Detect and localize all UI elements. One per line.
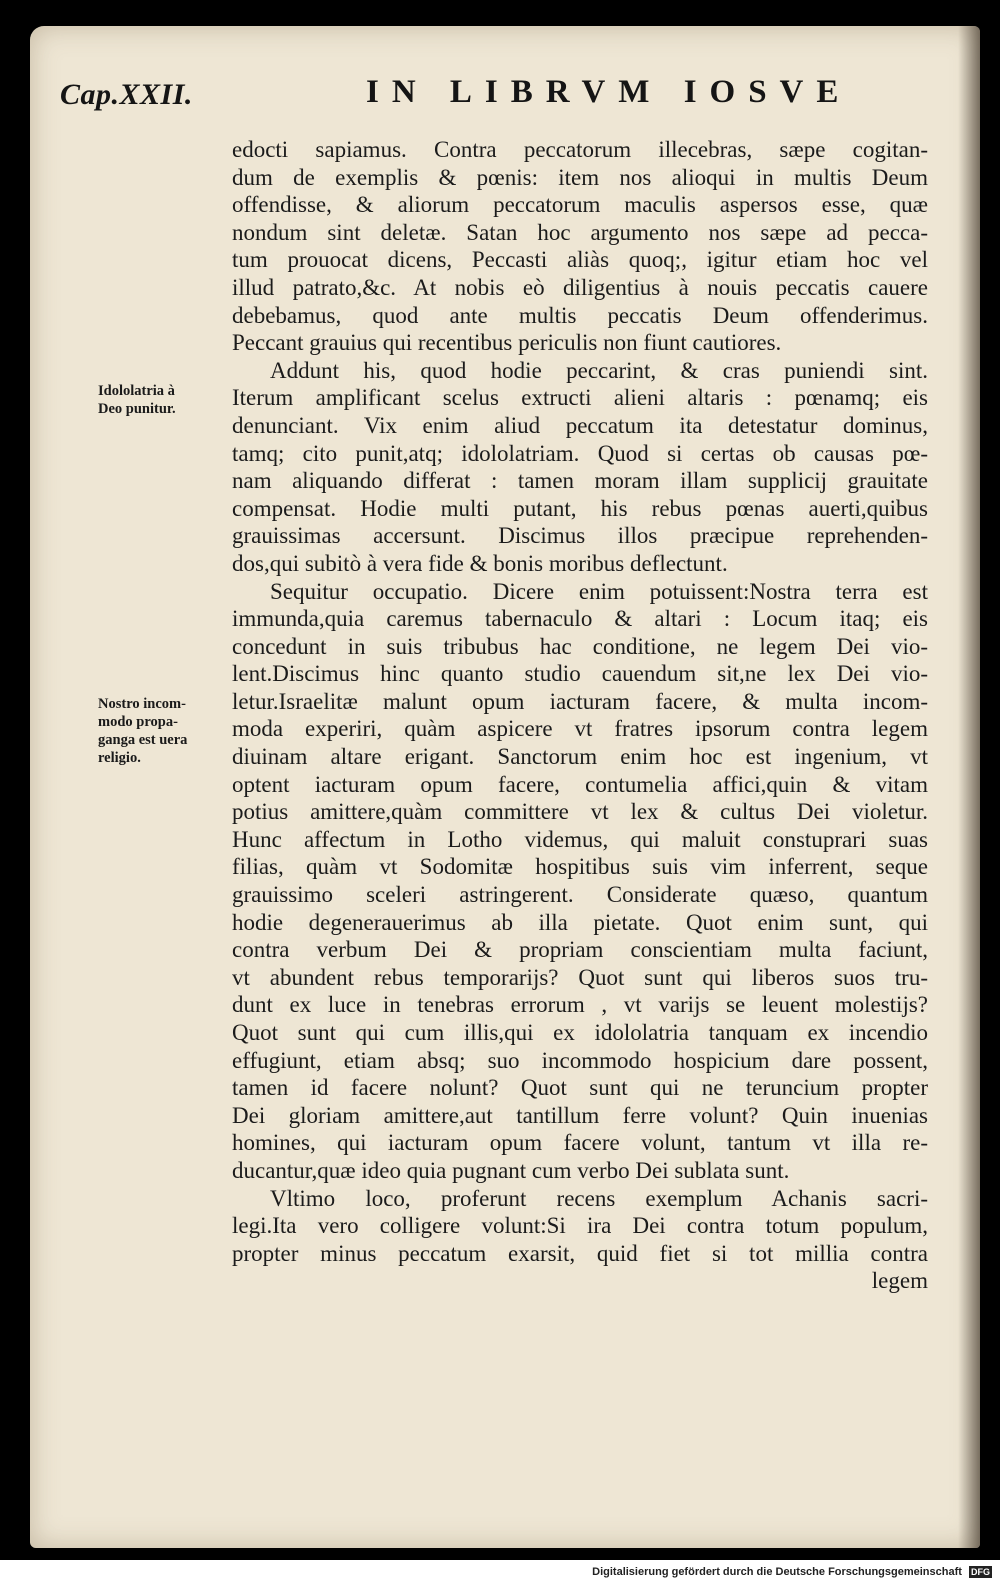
text-line: hodie degenerauerimus ab illa pietate. Quot enim sunt, qui bbox=[232, 909, 928, 935]
text-line: immunda,quia caremus tabernaculo & altari : Locum itaq; eis bbox=[232, 606, 928, 632]
text-line: Hunc affectum in Lotho videmus, qui maluit constuprari suas bbox=[232, 826, 928, 852]
text-line: dum de exemplis & pœnis: item nos alioqui in multis Deum bbox=[232, 164, 928, 190]
text-line: contra verbum Dei & propriam conscientiam multa faciunt, bbox=[232, 937, 928, 963]
marginal-note-line: religio. bbox=[98, 750, 141, 766]
marginal-note-line: Nostro incom- bbox=[98, 696, 186, 712]
text-line: diuinam altare erigant. Sanctorum enim hoc est ingenium, vt bbox=[232, 744, 928, 770]
marginal-note-nostro bbox=[98, 695, 228, 767]
text-line: vt abundent rebus temporarijs? Quot sunt qui liberos suos tru- bbox=[232, 964, 928, 990]
text-line: offendisse, & aliorum peccatorum maculis aspersos esse, quæ bbox=[232, 192, 928, 218]
text-line: effugiunt, etiam absq; suo incommodo hospicium dare possent, bbox=[232, 1047, 928, 1073]
text-line: lent.Discimus hinc quanto studio cauendum sit,ne lex Dei vio- bbox=[232, 661, 928, 687]
text-line: debebamus, quod ante multis peccatis Deum offenderimus. bbox=[232, 302, 928, 328]
chapter-label: Cap.XXII. bbox=[60, 78, 193, 111]
text-line: legem bbox=[871, 1268, 928, 1294]
text-line: tum prouocat dicens, Peccasti aliàs quoq;, igitur etiam hoc vel bbox=[232, 247, 928, 273]
running-head bbox=[60, 66, 930, 116]
marginal-note-line: Deo punitur. bbox=[98, 401, 176, 417]
text-line: propter minus peccatum exarsit, quid fiet si tot millia contra bbox=[232, 1240, 928, 1266]
text-line: nam aliquando differat : tamen moram illam supplicij grauitate bbox=[232, 468, 928, 494]
digitization-credit bbox=[592, 1566, 992, 1578]
credit-text: Digitalisierung gefördert durch die Deutsche Forschungsgemeinschaft bbox=[592, 1566, 962, 1578]
text-line: nondum sint deletæ. Satan hoc argumento nos sæpe ad pecca- bbox=[232, 219, 928, 245]
text-line: Quot sunt qui cum illis,qui ex idololatria tanquam ex incendio bbox=[232, 1020, 928, 1045]
text-line: Dei gloriam amittere,aut tantillum ferre volunt? Quin inuenias bbox=[232, 1102, 928, 1128]
text-line: illud patrato,&c. At nobis eò diligentius à nouis peccatis cauere bbox=[232, 274, 928, 300]
text-line: grauissimo sceleri astringerent. Considerate quæso, quantum bbox=[232, 882, 928, 908]
text-line: Sequitur occupatio. Dicere enim potuissent:Nostra terra est bbox=[270, 578, 928, 604]
text-line: dos,qui subitò à vera fide & bonis moribus deflectunt. bbox=[232, 550, 728, 576]
running-title: IN LIBRVM IOSVE bbox=[366, 74, 852, 110]
page-edge-shadow bbox=[958, 26, 980, 1548]
text-line: tamen id facere nolunt? Quot sunt qui ne teruncium propter bbox=[232, 1075, 928, 1101]
text-line: optent iacturam opum facere, contumelia affici,quin & vitam bbox=[232, 771, 928, 797]
text-line: grauissimas accersunt. Discimus illos præcipue reprehenden- bbox=[232, 523, 928, 549]
text-line: homines, qui iacturam opum facere volunt, tantum vt illa re- bbox=[232, 1130, 928, 1156]
marginal-note-line: Idololatria à bbox=[98, 383, 175, 399]
marginal-note-line: ganga est uera bbox=[98, 732, 188, 748]
body-text bbox=[232, 136, 928, 1295]
text-line: potius amittere,quàm committere vt lex & cultus Dei violetur. bbox=[232, 799, 928, 825]
text-line: dunt ex luce in tenebras errorum , vt varijs se leuent molestijs? bbox=[232, 992, 928, 1018]
text-line: moda experiri, quàm aspicere vt fratres ipsorum contra legem bbox=[232, 716, 928, 742]
text-line: Addunt his, quod hodie peccarint, & cras puniendi sint. bbox=[270, 357, 928, 383]
text-line: legi.Ita vero colligere volunt:Si ira Dei contra totum populum, bbox=[232, 1213, 928, 1239]
text-line: tamq; cito punit,atq; idololatriam. Quod si certas ob causas pœ- bbox=[232, 440, 928, 466]
text-line: compensat. Hodie multi putant, his rebus pœnas auerti,quibus bbox=[232, 495, 928, 521]
text-line: edocti sapiamus. Contra peccatorum illecebras, sæpe cogitan- bbox=[232, 137, 928, 162]
text-line: Peccant grauius qui recentibus periculis non fiunt cautiores. bbox=[232, 330, 782, 356]
marginal-note-line: modo propa- bbox=[98, 714, 178, 730]
marginal-note-idololatria bbox=[98, 382, 228, 418]
dfg-logo: DFG bbox=[971, 1567, 990, 1578]
text-line: denunciant. Vix enim aliud peccatum ita detestatur dominus, bbox=[232, 412, 928, 438]
text-line: ducantur,quæ ideo quia pugnant cum verbo Dei sublata sunt. bbox=[232, 1157, 790, 1183]
text-line: Vltimo loco, proferunt recens exemplum Achanis sacri- bbox=[270, 1185, 928, 1211]
text-line: filias, quàm vt Sodomitæ hospitibus suis vim inferrent, seque bbox=[232, 854, 928, 880]
text-line: concedunt in suis tribubus hac conditione, ne legem Dei vio- bbox=[232, 633, 928, 659]
text-line: Iterum amplificant scelus extructi alieni altaris : pœnamq; eis bbox=[232, 385, 928, 411]
text-line: letur.Israelitæ malunt opum iacturam facere, & multa incom- bbox=[232, 688, 928, 714]
